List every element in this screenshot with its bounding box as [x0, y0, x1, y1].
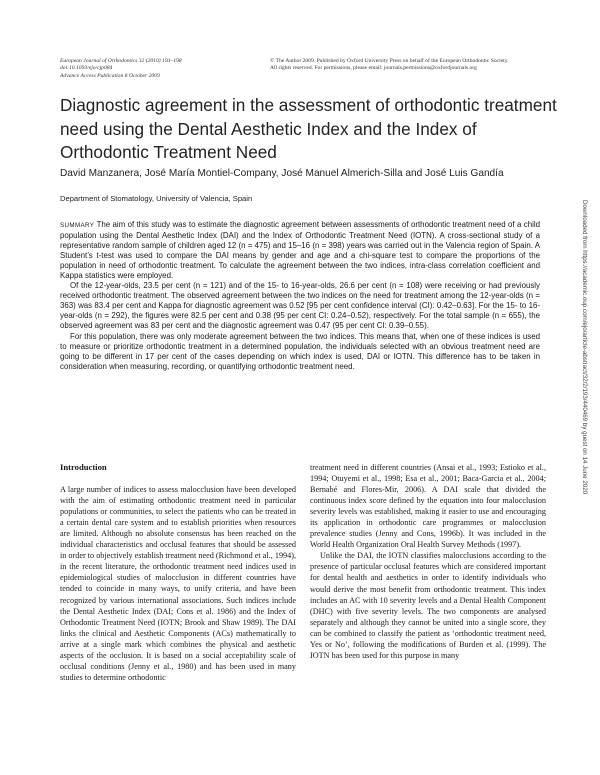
affiliation: Department of Stomatology, University of Valencia, Spain — [60, 194, 253, 203]
article-title: Diagnostic agreement in the assessment of orthodontic treatment need using the Dental Aesthetic Index and the Index of Orthodontic Treatment Need — [60, 95, 557, 162]
rights-line-1: © The Author 2009. Published by Oxford University Press on behalf of the European Orthodontic Society. — [270, 58, 509, 64]
journal-line: European Journal of Orthodontics 32 (2010) 193–198 — [60, 58, 182, 64]
abstract-label: SUMMARY — [60, 222, 95, 229]
doi-line: doi:10.1093/ejo/cjp084 — [60, 65, 113, 72]
download-watermark — [578, 200, 588, 600]
abstract-paragraph-3: For this population, there was only moderate agreement between the two indices. This means that, when one of these indices is used to measure or prioritize orthodontic treatment in a determined population, the individuals selected with an obvious treatment need are going to be different in 17 per cent of the cases depending on which index is used, DAI or IOTN. This difference has to be taken in consideration when measuring, recording, or quantifying orthodontic treatment need. — [60, 331, 540, 371]
copyright-notice — [270, 58, 560, 73]
advance-access-line: Advance Access Publication 8 October 2009 — [60, 72, 160, 79]
intro-paragraph-2: Unlike the DAI, the IOTN classifies malocclusions according to the presence of particular occlusal features which are considered important for dental health and aesthetics in order to identify individuals who would derive the most benefit from orthodontic treatment. This index includes an AC with 10 severity levels and a Dental Health Component (DHC) with five severity levels. The two components are analysed separately and although they cannot be united into a single score, they can be combined to classify the patient as ‘orthodontic treatment need, Yes or No’, following the modifications of Burden et al. (1999). The IOTN has been used for this purpose in many — [310, 551, 546, 660]
body-column-right — [310, 462, 546, 661]
body-column-left — [60, 462, 296, 683]
intro-paragraph-1: A large number of indices to assess malocclusion have been developed with the aim of estimating orthodontic treatment need in particular populations or communities, to select the patients who can be treated in a certain dental care system and to establish priorities when resources are limited. Although no absolute consensus has been reached on the individual characteristics and occlusal features that should be assessed in order to objectively establish treatment need (Richmond et al., 1994), in the recent literature, the orthodontic treatment need indices used in epidemiological studies of malocclusion in different countries have tended to coincide in many ways, to unify criteria, and have been recognized by various international associations. Such indices include the Dental Aesthetic Index (DAI; Cons et al. 1986) and the Index of Orthodontic Treatment Need (IOTN; Brook and Shaw 1989). The DAI links the clinical and Aesthetic Components (ACs) mathematically to arrive at a single mark which combines the physical and aesthetic aspects of the occlusion. It is based on a social acceptability scale of occlusal conditions (Jenny et al., 1980) and has been used in many studies to determine orthodontic — [60, 485, 296, 682]
section-heading-introduction: Introduction — [60, 462, 107, 472]
rights-line-2: All rights reserved. For permissions, please email: journals.permissions@oxfordjournals.org — [270, 65, 477, 72]
author-list: David Manzanera, José María Montiel-Company, José Manuel Almerich-Silla and José Luis Gandía — [60, 168, 504, 179]
abstract-paragraph-1 — [60, 220, 540, 281]
abstract — [60, 220, 540, 372]
abstract-p1-text: The aim of this study was to estimate the diagnostic agreement between assessments of orthodontic treatment need of a child population using the Dental Aesthetic Index (DAI) and the Index of Orthodontic Treatment Need (IOTN). A cross-sectional study of a representative random sample of children aged 12 (n = 475) and 15–16 (n = 398) years was carried out in the Valencia region of Spain. A Student’s t-test was used to compare the DAI means by gender and age and a chi-square test to compare the proportions of the population in need of orthodontic treatment. To calculate the agreement between the two indices, intra-class correlation coefficient and Kappa statistics were employed. — [60, 220, 540, 281]
abstract-paragraph-2: Of the 12-year-olds, 23.5 per cent (n = 121) and of the 15- to 16-year-olds, 26.6 per cent (n = 108) were receiving or had previously received orthodontic treatment. The observed agreement between the two indices on the need for treatment among the 12-year-olds (n = 363) was 83.4 per cent and Kappa for diagnostic agreement was 0.52 [95 per cent confidence interval (CI): 0.42–0.63]. For the 15- to 16-year-olds (n = 292), the figures were 82.5 per cent and 0.38 (95 per cent CI: 0.24–0.52), respectively. For the total sample (n = 655), the observed agreement was 83 per cent and the diagnostic agreement was 0.47 (95 per cent CI: 0.39–0.55). — [60, 281, 540, 331]
download-note-text: Downloaded from https://academic.oup.com/ejo/article-abstract/32/2/193/440469 by guest on 14 June 2020 — [581, 200, 588, 495]
intro-paragraph-1-continued: treatment need in different countries (Ansai et al., 1993; Estioko et al., 1994; Otuyemi et al., 1998; Esa et al., 2001; Baca-Garcia et al., 2004; Bernabé and Flores-Mir, 2006). A DAI scale that divided the continuous index score defined by the equation into four malocclusion severity levels was established, making it easier to use and encouraging its application in orthodontic care programmes or malocclusion prevalence studies (Jenny and Cons, 1996b). It was included in the World Health Organization Oral Health Survey Methods (1997). — [310, 463, 546, 550]
